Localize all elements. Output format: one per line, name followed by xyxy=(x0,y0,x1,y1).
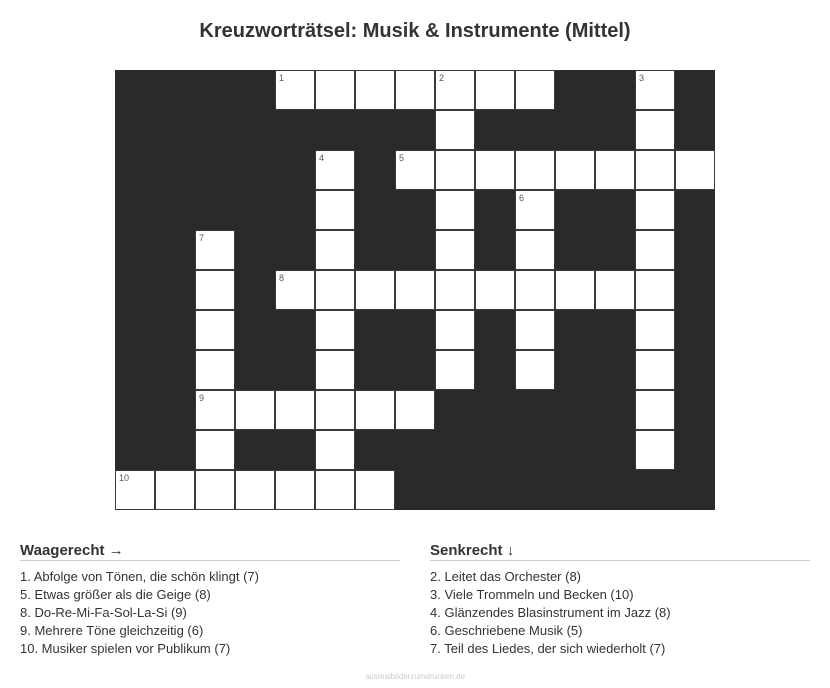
crossword-cell[interactable] xyxy=(635,230,675,270)
crossword-cell[interactable] xyxy=(355,70,395,110)
clue-number: 7 xyxy=(199,233,205,243)
crossword-cell[interactable] xyxy=(435,190,475,230)
crossword-cell[interactable] xyxy=(275,470,315,510)
crossword-cell[interactable] xyxy=(635,310,675,350)
across-clue: 9. Mehrere Töne gleichzeitig (6) xyxy=(20,623,204,638)
crossword-cell[interactable] xyxy=(515,230,555,270)
crossword-cell[interactable] xyxy=(515,150,555,190)
across-divider xyxy=(20,560,400,561)
crossword-cell[interactable] xyxy=(635,70,675,110)
crossword-cell[interactable] xyxy=(515,190,555,230)
crossword-cell[interactable] xyxy=(395,270,435,310)
crossword-cell[interactable] xyxy=(315,350,355,390)
crossword-cell[interactable] xyxy=(635,190,675,230)
crossword-cell[interactable] xyxy=(355,390,395,430)
crossword-cell[interactable] xyxy=(515,70,555,110)
crossword-cell[interactable] xyxy=(315,70,355,110)
crossword-cell[interactable] xyxy=(555,150,595,190)
puzzle-title: Kreuzworträtsel: Musik & Instrumente (Mittel) xyxy=(199,20,631,42)
crossword-cell[interactable] xyxy=(475,70,515,110)
crossword-cell[interactable] xyxy=(315,150,355,190)
down-clue: 3. Viele Trommeln und Becken (10) xyxy=(430,587,634,602)
crossword-cell[interactable] xyxy=(275,70,315,110)
across-clue: 5. Etwas größer als die Geige (8) xyxy=(20,587,211,602)
clue-number: 4 xyxy=(319,153,325,163)
site-watermark: ausmalbilderzumdrucken.de xyxy=(364,672,466,681)
clue-number: 9 xyxy=(199,393,205,403)
down-divider xyxy=(430,560,810,561)
across-clue: 8. Do-Re-Mi-Fa-Sol-La-Si (9) xyxy=(20,605,187,620)
clue-number: 2 xyxy=(439,73,445,83)
crossword-cell[interactable] xyxy=(155,470,195,510)
clue-number: 1 xyxy=(279,73,285,83)
crossword-cell[interactable] xyxy=(395,70,435,110)
crossword-cell[interactable] xyxy=(435,350,475,390)
crossword-cell[interactable] xyxy=(635,390,675,430)
down-clue: 2. Leitet das Orchester (8) xyxy=(430,569,582,584)
crossword-cell[interactable] xyxy=(675,150,715,190)
crossword-cell[interactable] xyxy=(395,150,435,190)
clue-number: 5 xyxy=(399,153,405,163)
crossword-cell[interactable] xyxy=(115,470,155,510)
crossword-cell[interactable] xyxy=(515,350,555,390)
crossword-grid xyxy=(115,70,715,510)
crossword-cell[interactable] xyxy=(435,310,475,350)
crossword-cell[interactable] xyxy=(235,470,275,510)
crossword-cell[interactable] xyxy=(635,350,675,390)
crossword-cell[interactable] xyxy=(635,110,675,150)
crossword-cell[interactable] xyxy=(195,430,235,470)
down-clue-list xyxy=(430,568,671,658)
crossword-cell[interactable] xyxy=(435,270,475,310)
crossword-cell[interactable] xyxy=(555,270,595,310)
across-clue: 10. Musiker spielen vor Publikum (7) xyxy=(20,641,231,656)
crossword-cell[interactable] xyxy=(475,150,515,190)
down-clue: 6. Geschriebene Musik (5) xyxy=(430,623,583,638)
crossword-cell[interactable] xyxy=(315,230,355,270)
crossword-cell[interactable] xyxy=(635,270,675,310)
crossword-cell[interactable] xyxy=(235,390,275,430)
crossword-cell[interactable] xyxy=(195,310,235,350)
crossword-cell[interactable] xyxy=(195,350,235,390)
crossword-cell[interactable] xyxy=(275,270,315,310)
crossword-cell[interactable] xyxy=(355,270,395,310)
down-clue: 4. Glänzendes Blasinstrument im Jazz (8) xyxy=(430,605,671,620)
crossword-cell[interactable] xyxy=(435,110,475,150)
crossword-cell[interactable] xyxy=(515,310,555,350)
crossword-cell[interactable] xyxy=(195,230,235,270)
crossword-cell[interactable] xyxy=(315,430,355,470)
crossword-cell[interactable] xyxy=(315,470,355,510)
crossword-cell[interactable] xyxy=(515,270,555,310)
down-heading: Senkrecht ↓ xyxy=(430,542,515,559)
crossword-cell[interactable] xyxy=(595,270,635,310)
crossword-cell[interactable] xyxy=(595,150,635,190)
crossword-cell[interactable] xyxy=(395,390,435,430)
across-clue-list xyxy=(20,568,259,658)
clue-number: 3 xyxy=(639,73,645,83)
crossword-cell[interactable] xyxy=(275,390,315,430)
crossword-cell[interactable] xyxy=(315,390,355,430)
crossword-cell[interactable] xyxy=(435,230,475,270)
clue-number: 10 xyxy=(119,473,130,483)
crossword-cell[interactable] xyxy=(435,150,475,190)
crossword-cell[interactable] xyxy=(315,190,355,230)
across-heading: Waagerecht → xyxy=(20,542,124,559)
down-clue: 7. Teil des Liedes, der sich wiederholt (7) xyxy=(430,641,666,656)
crossword-cell[interactable] xyxy=(355,470,395,510)
across-clue: 1. Abfolge von Tönen, die schön klingt (7) xyxy=(20,569,259,584)
crossword-cell[interactable] xyxy=(635,150,675,190)
clue-number: 6 xyxy=(519,193,525,203)
crossword-cell[interactable] xyxy=(475,270,515,310)
crossword-cell[interactable] xyxy=(635,430,675,470)
crossword-cell[interactable] xyxy=(195,270,235,310)
crossword-cell[interactable] xyxy=(315,270,355,310)
crossword-cell[interactable] xyxy=(195,390,235,430)
crossword-cell[interactable] xyxy=(435,70,475,110)
clue-number: 8 xyxy=(279,273,285,283)
crossword-cell[interactable] xyxy=(315,310,355,350)
crossword-cell[interactable] xyxy=(195,470,235,510)
